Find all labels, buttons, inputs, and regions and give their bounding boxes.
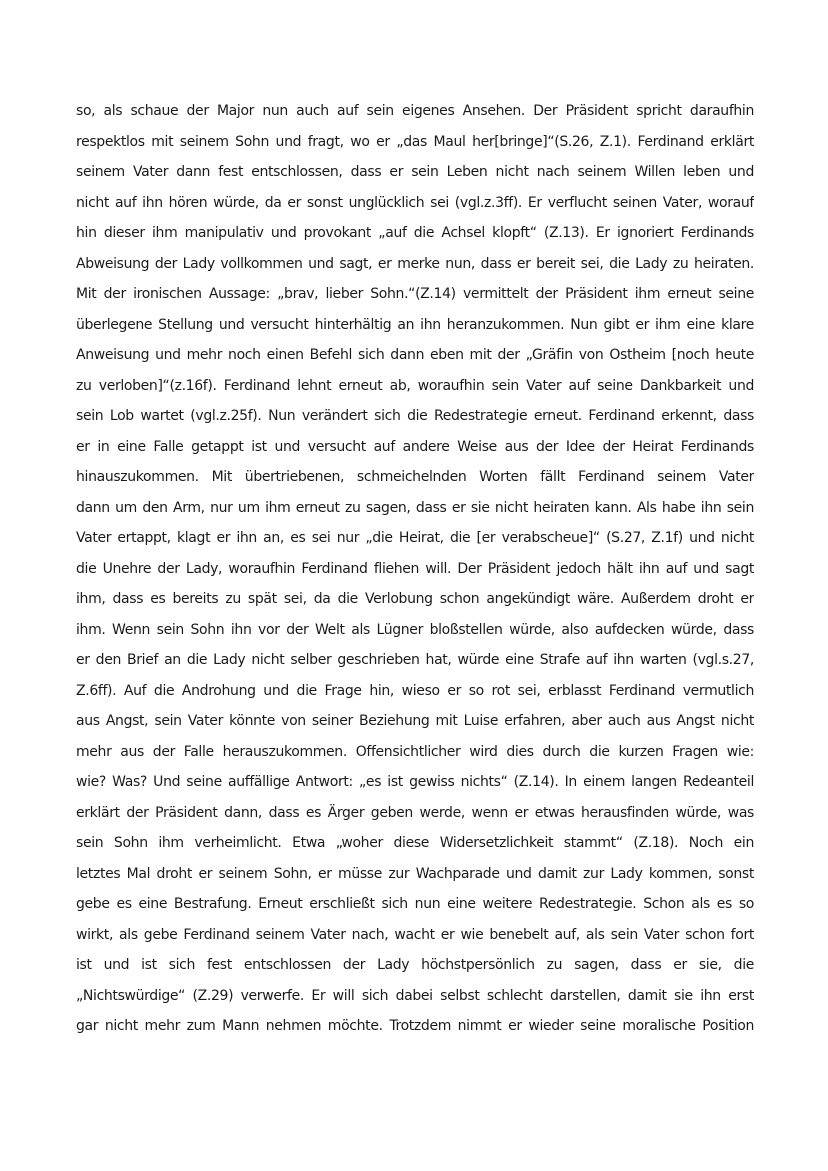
text-line: so, als schaue der Major nun auch auf sein eigenes Ansehen. Der Präsident spricht daraufhin: [76, 103, 754, 119]
text-line: seinem Vater dann fest entschlossen, dass er sein Leben nicht nach seinem Willen leben und: [76, 164, 754, 180]
text-line: respektlos mit seinem Sohn und fragt, wo er „das Maul her[bringe]“(S.26, Z.1). Ferdinand erklärt: [76, 133, 754, 150]
text-line: die Unehre der Lady, woraufhin Ferdinand fliehen will. Der Präsident jedoch hält ihn auf und sagt: [76, 560, 754, 577]
text-line: ihm, dass es bereits zu spät sei, da die Verlobung schon angekündigt wäre. Außerdem droht er: [76, 591, 754, 607]
text-line: er den Brief an die Lady nicht selber geschrieben hat, würde eine Strafe auf ihn warten (vgl.s.27,: [76, 652, 754, 668]
text-line: Vater ertappt, klagt er ihn an, es sei nur „die Heirat, die [er verabscheue]“ (S.27, Z.1f) und nicht: [76, 530, 754, 546]
text-line: Abweisung der Lady vollkommen und sagt, er merke nun, dass er bereit sei, die Lady zu heiraten.: [76, 255, 754, 272]
text-line: zu verloben]“(z.16f). Ferdinand lehnt erneut ab, woraufhin sein Vater auf seine Dankbarkeit und: [76, 377, 754, 394]
text-line: gar nicht mehr zum Mann nehmen möchte. Trotzdem nimmt er wieder seine moralische Position: [76, 1018, 754, 1034]
text-line: Mit der ironischen Aussage: „brav, lieber Sohn.“(Z.14) vermittelt der Präsident ihm erneut seine: [76, 286, 754, 302]
text-line: „Nichtswürdige“ (Z.29) verwerfe. Er will sich dabei selbst schlecht darstellen, damit sie ihn erst: [76, 987, 754, 1004]
text-line: wirkt, als gebe Ferdinand seinem Vater nach, wacht er wie benebelt auf, als sein Vater schon fort: [76, 926, 754, 943]
text-line: sein Lob wartet (vgl.z.25f). Nun verändert sich die Redestrategie erneut. Ferdinand erkennt, dass: [76, 408, 754, 424]
text-line: ihm. Wenn sein Sohn ihn vor der Welt als Lügner bloßstellen würde, also aufdecken würde, dass: [76, 621, 754, 638]
text-line: gebe es eine Bestrafung. Erneut erschließt sich nun eine weitere Redestrategie. Schon als es so: [76, 896, 754, 912]
text-line: hin dieser ihm manipulativ und provokant „auf die Achsel klopft“ (Z.13). Er ignoriert Ferdinands: [76, 225, 754, 241]
text-line: erklärt der Präsident dann, dass es Ärger geben werde, wenn er etwas herausfinden würde, was: [76, 804, 754, 821]
text-line: aus Angst, sein Vater könnte von seiner Beziehung mit Luise erfahren, aber auch aus Angst nicht: [76, 713, 754, 729]
text-line: dann um den Arm, nur um ihm erneut zu sagen, dass er sie nicht heiraten kann. Als habe ihn sein: [76, 499, 754, 516]
text-line: hinauszukommen. Mit übertriebenen, schmeichelnden Worten fällt Ferdinand seinem Vater: [76, 469, 754, 485]
text-line: mehr aus der Falle herauszukommen. Offensichtlicher wird dies durch die kurzen Fragen wie:: [76, 743, 754, 760]
text-line: überlegene Stellung und versucht hinterhältig an ihn heranzukommen. Nun gibt er ihm eine klare: [76, 316, 754, 333]
text-line: letztes Mal droht er seinem Sohn, er müsse zur Wachparade und damit zur Lady kommen, sonst: [76, 865, 754, 882]
text-line: er in eine Falle getappt ist und versucht auf andere Weise aus der Idee der Heirat Ferdinands: [76, 438, 754, 455]
body-text: [76, 96, 754, 1042]
text-line: nicht auf ihn hören würde, da er sonst unglücklich sei (vgl.z.3ff). Er verflucht seinen Vater, worauf: [76, 194, 754, 211]
text-line: ist und ist sich fest entschlossen der Lady höchstpersönlich zu sagen, dass er sie, die: [76, 957, 754, 973]
text-line: Anweisung und mehr noch einen Befehl sich dann eben mit der „Gräfin von Ostheim [noch heute: [76, 347, 754, 363]
text-line: wie? Was? Und seine auffällige Antwort: „es ist gewiss nichts“ (Z.14). In einem langen Redeanteil: [76, 774, 754, 790]
text-line: sein Sohn ihm verheimlicht. Etwa „woher diese Widersetzlichkeit stammt“ (Z.18). Noch ein: [76, 835, 754, 851]
text-line: Z.6ff). Auf die Androhung und die Frage hin, wieso er so rot sei, erblasst Ferdinand vermutlich: [76, 682, 754, 699]
